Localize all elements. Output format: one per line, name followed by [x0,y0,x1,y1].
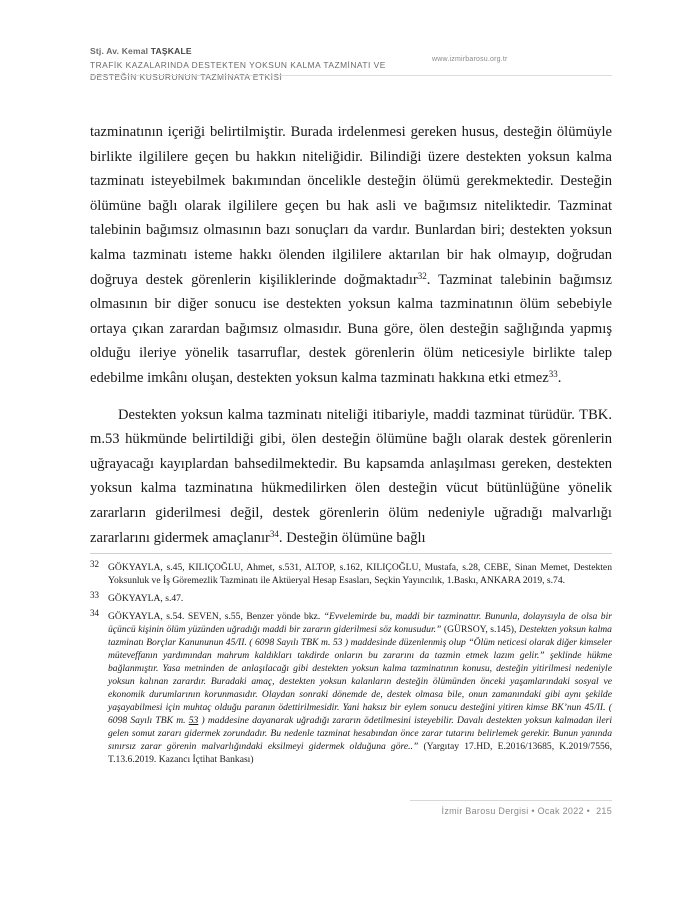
paragraph-2-text-a: Destekten yoksun kalma tazminatı niteliği itibariyle, maddi tazminat türüdür. TBK. m.53 hükmünde belirtildiği gibi, ölen desteğin ölümüne bağlı olarak destek görenlerin uğrayacağı kayıplardan bahsedilmektedir. Bu kapsamda anlaşılması gereken, destekten yoksun kalma tazminatına hükmedilirken ölen desteğin vücut bütünlüğüne yönelik zararların giderilmesi değil, destek görenlerin ölüm nedeniyle uğradığı malvarlığı zararlarını gidermek amaçlanır [90,406,612,546]
page-footer [340,806,612,816]
footnote-34-underlined-ref: 53 [188,715,199,726]
author-name [90,46,530,56]
paragraph-2 [90,403,612,551]
article-title [90,59,410,83]
journal-name: İzmir Barosu Dergisi • Ocak 2022 • [441,806,591,816]
article-title-line-2: DESTEĞİN KUSURUNUN TAZMİNATA ETKİSİ [90,72,283,82]
paragraph-1-text-b: . Tazminat talebinin bağımsız olmasının bir diğer sonucu ise destekten yoksun kalma tazminatının ölüm sebebiyle ortaya çıkan zarardan bağımsız olmasıdır. Buna göre, ölen desteğin sağlığında yapmış olduğu ileriye yönelik tasarruflar, destek görenlerin ölüm neticesiyle birlikte talep edebilme imkânı oluşan, destekten yoksun kalma tazminatı hakkına etki etmez [90,271,612,386]
website-url: www.izmirbarosu.org.tr [432,56,508,63]
footnote-34-text-b: (GÜRSOY, s.145), [441,624,519,635]
footnote-text: GÖKYAYLA, s.45, KILIÇOĞLU, Ahmet, s.531, ALTOP, s.162, KILIÇOĞLU, Mustafa, s.28, CEBE, Sinan Memet, Destekten Yoksunluk ve İş Göremezlik Tazminatı ile Aktüeryal Hesap Esasları, Seçkin Yayıncılık, 1.Baskı, ANKARA 2019, s.74. [108,562,612,586]
author-prefix: Stj. Av. Kemal [90,46,151,56]
paragraph-1 [90,120,612,391]
author-surname: TAŞKALE [150,46,192,56]
footnote-32 [90,561,612,587]
footnote-number [90,592,108,605]
running-header [90,46,530,83]
article-title-line-1: TRAFİK KAZALARINDA DESTEKTEN YOKSUN KALMA TAZMİNATI VE [90,60,386,70]
footnote-ref-34: 34 [269,528,279,539]
footnote-34-text-c: (Yargıtay 17.HD, E.2016/13685, K.2019/7556, T.13.6.2019. Kazancı İçtihat Bankası) [108,741,612,765]
body-text [90,120,612,550]
paragraph-2-text-b: . Desteğin ölümüne bağlı [278,529,426,546]
footnote-divider [90,553,612,554]
footnotes [90,561,612,771]
footnote-number-32: 32 [90,559,99,569]
paragraph-1-text-c: . [557,369,562,386]
footnote-34-text-a: GÖKYAYLA, s.54. SEVEN, s.55, Benzer yönde bkz. [108,611,324,622]
footnote-34-quote-c: ) maddesine dayanarak uğradığı zararın ödetilmesini isteyebilir. Davalı destekten yoksun kalmadan ileri gelen somut zararı gidermek zorundadır. Bu nedenle tazminat hesabından önce zarar tutarını belirlemek gerekir. Bunun yanında sınırsız zarar görenin malvarlığındaki eksilmeyi gidermek olduğuna göre..” [108,715,612,752]
header-divider [90,75,612,76]
footnote-34-quote-b: Destekten yoksun kalma tazminatı Borçlar Kanununun 45/II. ( 6098 Sayılı TBK m. 53 ) maddesinde düzenlenmiş olup “Ölüm neticesi olarak diğer kimseler müteveffanın yardımından mahrum kaldıkları takdirde onların bu zararını da tazmin etmek lazım gelir.” şeklinde hükme bağlanmıştır. Yasa metninden de anlaşılacağı gibi destekten yoksun kalma tazminatının konusu, desteğin yitirilmesi nedeniyle yoksun kalınan zarardır. Buradaki amaç, destekten yoksun kalanların desteğin ölümünden önceki yaşamlarındaki sosyal ve ekonomik durumlarının korunmasıdır. Olaydan sonraki dönemde de, destek olmasa bile, onun zamanındaki gibi aynı şekilde yaşayabilmesi için muhtaç olduğu paranın ödettirilmesidir. Yani haksız bir eylem sonucu desteğini yitiren kimse BK’nun 45/II. ( 6098 Sayılı TBK m. [108,624,612,726]
footnote-34 [90,610,612,766]
footnote-number [90,561,108,587]
paragraph-1-text-a: tazminatının içeriği belirtilmiştir. Burada irdelenmesi gereken husus, desteğin ölümüyle birlikte ilgililere geçen bu hakkın niteliğidir. Bilindiği üzere destekten yoksun kalma tazminatı isteyebilmek bakımından öncelikle desteğin ölümü gerekmektedir. Desteğin ölümüne bağlı olarak ilgililere geçen bu hak asli ve bağımsız niteliktedir. Tazminat talebinin bağımsız olmasının bazı sonuçları da vardır. Bunlardan biri; destekten yoksun kalma tazminatı isteme hakkı ölenden ilgililere aktarılan bir hak olmayıp, doğrudan doğruya destek görenlerin kişiliklerinde doğmaktadır [90,124,612,288]
footnote-ref-32: 32 [417,270,427,281]
footnote-34-quote-a: “Evvelemirde bu, maddi bir tazminattır. Bununla, dolayısıyla de olsa bir üçüncü kişinin ölüm yüzünden uğradığı maddi bir zararın giderilmesi söz konusudur.” [108,611,612,635]
footnote-33 [90,592,612,605]
footnote-number-34: 34 [90,608,99,618]
footnote-text: GÖKYAYLA, s.47. [108,593,184,604]
footer-divider [410,800,612,801]
page-number: 215 [596,806,612,816]
footnote-number [90,610,108,766]
footnote-ref-33: 33 [548,368,558,379]
footnote-text [108,610,612,766]
footnote-number-33: 33 [90,590,99,600]
